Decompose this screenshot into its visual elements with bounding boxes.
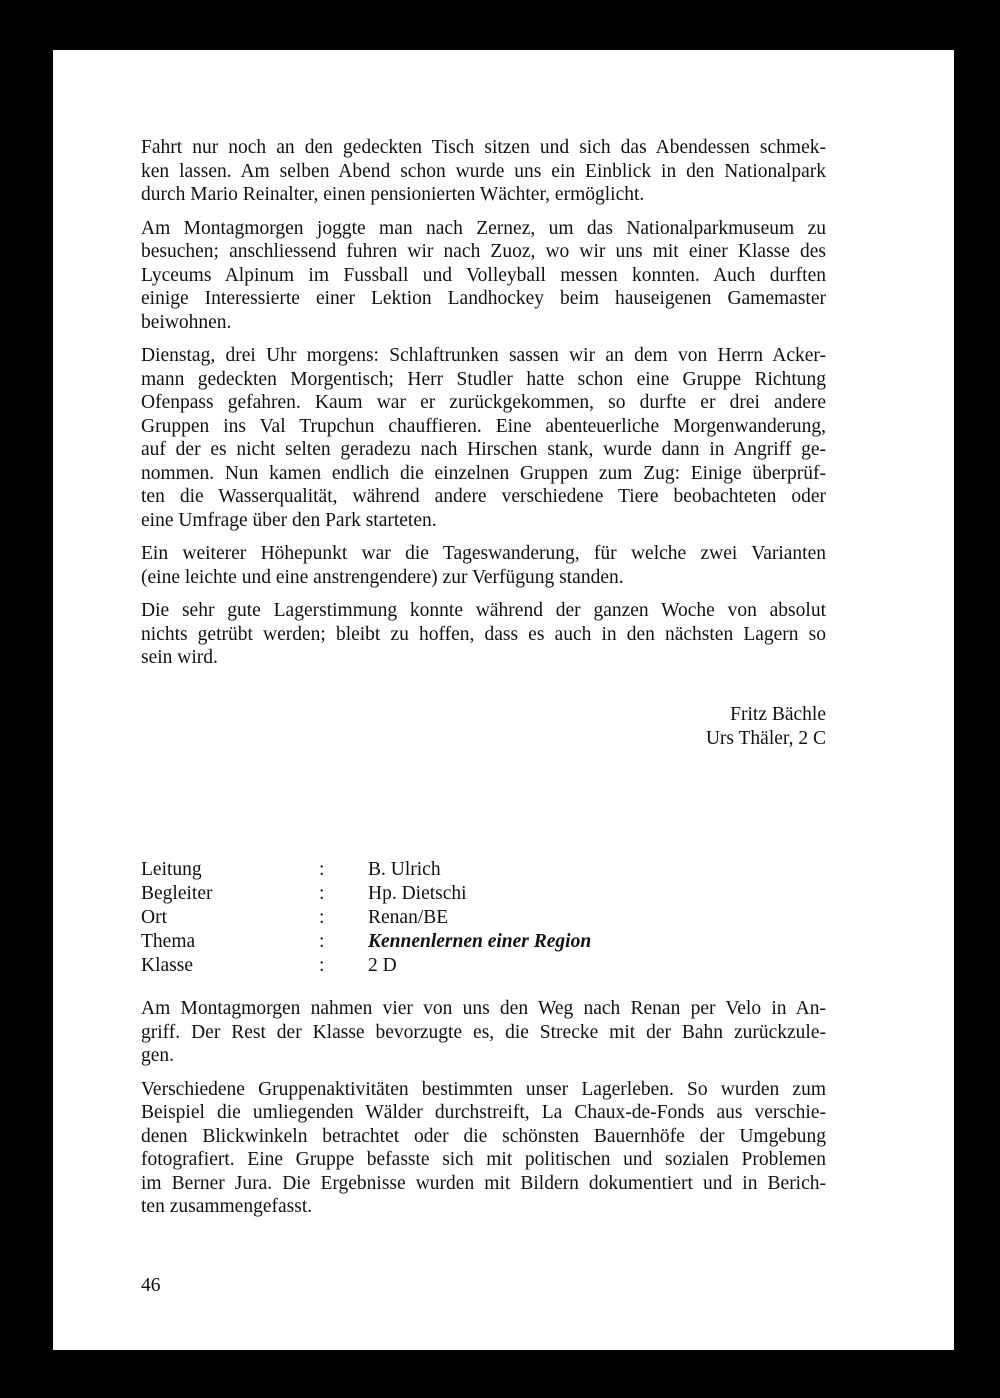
paragraph xyxy=(141,344,826,532)
text-line: Lyceums Alpinum im Fussball und Volleyball messen konnten. Auch durften xyxy=(141,264,826,286)
text-line: nommen. Nun kamen endlich die einzelnen Gruppen zum Zug: Einige überprüf- xyxy=(141,462,826,484)
info-label: Leitung xyxy=(141,859,202,880)
text-line: eine Umfrage über den Park starteten. xyxy=(141,509,437,531)
text-line: fotografiert. Eine Gruppe befasste sich mit politischen und sozialen Problemen xyxy=(141,1149,826,1170)
text-line: Am Montagmorgen nahmen vier von uns den Weg nach Renan per Velo in An- xyxy=(141,998,826,1019)
paragraph xyxy=(141,136,826,207)
info-colon: : xyxy=(319,859,325,880)
info-value-theme: Kennenlernen einer Region xyxy=(368,931,592,952)
text-line: Ofenpass gefahren. Kaum war er zurückgekommen, so durfte er drei andere xyxy=(141,392,826,413)
document-page xyxy=(53,50,954,1350)
info-label: Klasse xyxy=(141,955,193,976)
text-line: Dienstag, drei Uhr morgens: Schlaftrunken sassen wir an dem von Herrn Acker- xyxy=(141,345,826,366)
paragraph xyxy=(141,542,826,589)
text-line: Beispiel die umliegenden Wälder durchstreift, La Chaux-de-Fonds aus verschie- xyxy=(141,1102,826,1123)
text-line: griff. Der Rest der Klasse bevorzugte es, die Strecke mit der Bahn zurückzule- xyxy=(141,1021,826,1043)
text-line: Fahrt nur noch an den gedeckten Tisch sitzen und sich das Abendessen schmek- xyxy=(141,137,826,158)
body-text-bottom xyxy=(141,997,826,1229)
text-line: besuchen; anschliessend fuhren wir nach Zuoz, wo wir uns mit einer Klasse des xyxy=(141,241,826,262)
text-line: ken lassen. Am selben Abend schon wurde uns ein Einblick in den Nationalpark xyxy=(141,160,826,182)
text-line: ten zusammengefasst. xyxy=(141,1196,313,1217)
text-line: (eine leichte und eine anstrengendere) zur Verfügung standen. xyxy=(141,566,624,588)
page-number: 46 xyxy=(141,1275,161,1296)
info-value: B. Ulrich xyxy=(368,859,441,880)
text-line: mann gedeckten Morgentisch; Herr Studler hatte schon eine Gruppe Richtung xyxy=(141,368,826,390)
text-line: sein wird. xyxy=(141,647,218,668)
text-line: ten die Wasserqualität, während andere verschiedene Tiere beobachteten oder xyxy=(141,486,826,507)
paragraph xyxy=(141,1078,826,1219)
text-line: Ein weiterer Höhepunkt war die Tageswanderung, für welche zwei Varianten xyxy=(141,543,826,564)
info-colon: : xyxy=(319,883,325,904)
info-value: 2 D xyxy=(368,955,397,976)
info-value: Hp. Dietschi xyxy=(368,883,467,904)
paragraph xyxy=(141,217,826,335)
text-line: durch Mario Reinalter, einen pensionierten Wächter, ermöglicht. xyxy=(141,184,645,205)
body-text-top xyxy=(141,136,826,680)
info-colon: : xyxy=(319,931,325,952)
info-colon: : xyxy=(319,907,325,928)
text-line: Verschiedene Gruppenaktivitäten bestimmten unser Lagerleben. So wurden zum xyxy=(141,1078,826,1100)
text-line: nichts getrübt werden; bleibt zu hoffen, dass es auch in den nächsten Lagern so xyxy=(141,623,826,645)
text-line: auf der es nicht selten geradezu nach Hirschen stank, wurde dann in Angriff ge- xyxy=(141,439,826,460)
info-label: Ort xyxy=(141,907,167,928)
info-label: Begleiter xyxy=(141,883,213,904)
info-value: Renan/BE xyxy=(368,907,449,928)
text-line: beiwohnen. xyxy=(141,311,232,333)
signature-name: Fritz Bächle xyxy=(730,704,826,725)
paragraph xyxy=(141,997,826,1068)
text-line: Gruppen ins Val Trupchun chauffieren. Eine abenteuerliche Morgenwanderung, xyxy=(141,415,826,437)
text-line: denen Blickwinkeln betrachtet oder die schönsten Bauernhöfe der Umgebung xyxy=(141,1125,826,1147)
signature xyxy=(141,703,826,750)
text-line: im Berner Jura. Die Ergebnisse wurden mit Bildern dokumentiert und in Berich- xyxy=(141,1172,826,1194)
paragraph xyxy=(141,599,826,670)
info-colon: : xyxy=(319,955,325,976)
text-line: einige Interessierte einer Lektion Landhockey beim hauseigenen Gamemaster xyxy=(141,288,826,309)
text-line: gen. xyxy=(141,1045,175,1066)
text-line: Die sehr gute Lagerstimmung konnte während der ganzen Woche von absolut xyxy=(141,600,826,621)
info-label: Thema xyxy=(141,931,196,952)
signature-name: Urs Thäler, 2 C xyxy=(705,727,826,749)
text-line: Am Montagmorgen joggte man nach Zernez, um das Nationalparkmuseum zu xyxy=(141,217,826,239)
